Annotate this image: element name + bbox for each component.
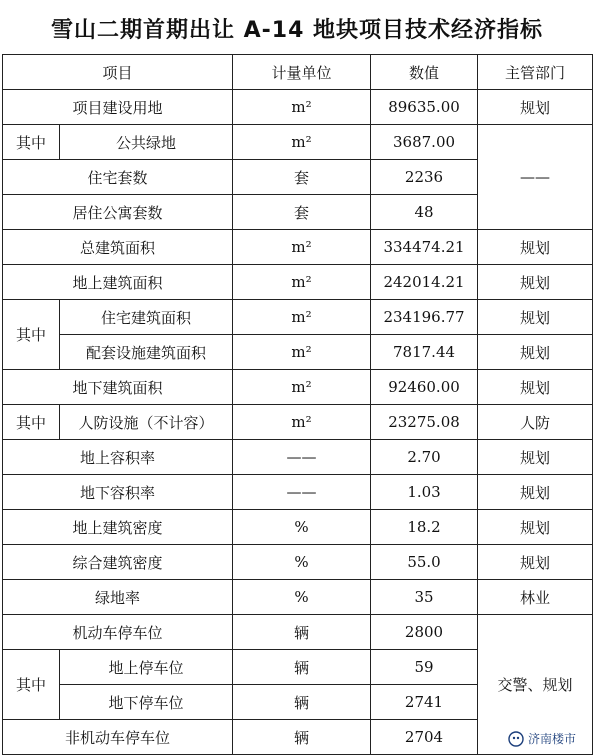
dept-cell: 规划 <box>478 475 593 510</box>
table-row <box>3 405 593 440</box>
value-cell: 2.70 <box>371 440 478 475</box>
group-label: 其中 <box>3 650 60 720</box>
unit-cell: m² <box>233 300 371 335</box>
value-cell: 59 <box>371 650 478 685</box>
value-cell: 35 <box>371 580 478 615</box>
document-title: 雪山二期首期出让 A-14 地块项目技术经济指标 <box>50 17 544 43</box>
table-row <box>3 125 593 160</box>
dept-cell: 规划 <box>478 440 593 475</box>
item-cell: 项目建设用地 <box>3 90 233 125</box>
value-cell: 55.0 <box>371 545 478 580</box>
unit-cell: 辆 <box>233 615 371 650</box>
value-cell: 2236 <box>371 160 478 195</box>
item-cell: 综合建筑密度 <box>3 545 233 580</box>
item-cell: 住宅套数 <box>3 160 233 195</box>
value-cell: 242014.21 <box>371 265 478 300</box>
item-cell: 地上容积率 <box>3 440 233 475</box>
item-cell: 地下停车位 <box>60 685 233 720</box>
table-row <box>3 510 593 545</box>
dept-cell: 规划 <box>478 230 593 265</box>
item-cell: 地上停车位 <box>60 650 233 685</box>
dept-cell-merged: 交警、规划 <box>478 615 593 755</box>
dept-cell: 规划 <box>478 545 593 580</box>
value-cell: 2704 <box>371 720 478 755</box>
header-row <box>3 55 593 90</box>
value-cell: 92460.00 <box>371 370 478 405</box>
table-row <box>3 440 593 475</box>
unit-cell: % <box>233 580 371 615</box>
dept-cell: 规划 <box>478 370 593 405</box>
unit-cell: m² <box>233 370 371 405</box>
dept-cell: 规划 <box>478 510 593 545</box>
dept-cell: 规划 <box>478 265 593 300</box>
unit-cell: m² <box>233 230 371 265</box>
table-row <box>3 335 593 370</box>
value-cell: 2741 <box>371 685 478 720</box>
item-cell: 总建筑面积 <box>3 230 233 265</box>
item-cell: 公共绿地 <box>60 125 233 160</box>
dept-cell: 规划 <box>478 300 593 335</box>
table-row <box>3 90 593 125</box>
unit-cell: % <box>233 510 371 545</box>
dept-cell: 人防 <box>478 405 593 440</box>
table-row <box>3 370 593 405</box>
value-cell: 7817.44 <box>371 335 478 370</box>
item-cell: 住宅建筑面积 <box>60 300 233 335</box>
value-cell: 48 <box>371 195 478 230</box>
dept-cell: 规划 <box>478 90 593 125</box>
value-cell: 89635.00 <box>371 90 478 125</box>
value-cell: 1.03 <box>371 475 478 510</box>
value-cell: 18.2 <box>371 510 478 545</box>
unit-cell: m² <box>233 405 371 440</box>
dept-cell: 林业 <box>478 580 593 615</box>
item-cell: 绿地率 <box>3 580 233 615</box>
item-cell: 配套设施建筑面积 <box>60 335 233 370</box>
unit-cell: —— <box>233 475 371 510</box>
value-cell: 2800 <box>371 615 478 650</box>
unit-cell: m² <box>233 265 371 300</box>
table-row <box>3 230 593 265</box>
value-cell: 23275.08 <box>371 405 478 440</box>
item-cell: 地上建筑密度 <box>3 510 233 545</box>
unit-cell: 辆 <box>233 650 371 685</box>
watermark <box>504 729 580 748</box>
indicator-table <box>2 54 593 755</box>
unit-cell: —— <box>233 440 371 475</box>
table-row <box>3 265 593 300</box>
value-cell: 3687.00 <box>371 125 478 160</box>
item-cell: 人防设施（不计容） <box>60 405 233 440</box>
wechat-channel-icon <box>508 731 524 747</box>
item-cell: 机动车停车位 <box>3 615 233 650</box>
value-cell: 234196.77 <box>371 300 478 335</box>
item-cell: 非机动车停车位 <box>3 720 233 755</box>
table-row <box>3 545 593 580</box>
unit-cell: m² <box>233 125 371 160</box>
header-item: 项目 <box>3 55 233 90</box>
table-row <box>3 300 593 335</box>
unit-cell: % <box>233 545 371 580</box>
unit-cell: m² <box>233 90 371 125</box>
table-row <box>3 475 593 510</box>
group-label: 其中 <box>3 300 60 370</box>
unit-cell: 套 <box>233 160 371 195</box>
unit-cell: 辆 <box>233 720 371 755</box>
group-label: 其中 <box>3 405 60 440</box>
group-label: 其中 <box>3 125 60 160</box>
header-value: 数值 <box>371 55 478 90</box>
unit-cell: 辆 <box>233 685 371 720</box>
unit-cell: 套 <box>233 195 371 230</box>
item-cell: 居住公寓套数 <box>3 195 233 230</box>
header-dept: 主管部门 <box>478 55 593 90</box>
dept-cell: 规划 <box>478 335 593 370</box>
value-cell: 334474.21 <box>371 230 478 265</box>
dept-cell-merged: —— <box>478 125 593 230</box>
item-cell: 地下容积率 <box>3 475 233 510</box>
item-cell: 地上建筑面积 <box>3 265 233 300</box>
table-row <box>3 615 593 650</box>
unit-cell: m² <box>233 335 371 370</box>
watermark-text: 济南楼市 <box>527 732 576 746</box>
header-unit: 计量单位 <box>233 55 371 90</box>
item-cell: 地下建筑面积 <box>3 370 233 405</box>
table-row <box>3 580 593 615</box>
